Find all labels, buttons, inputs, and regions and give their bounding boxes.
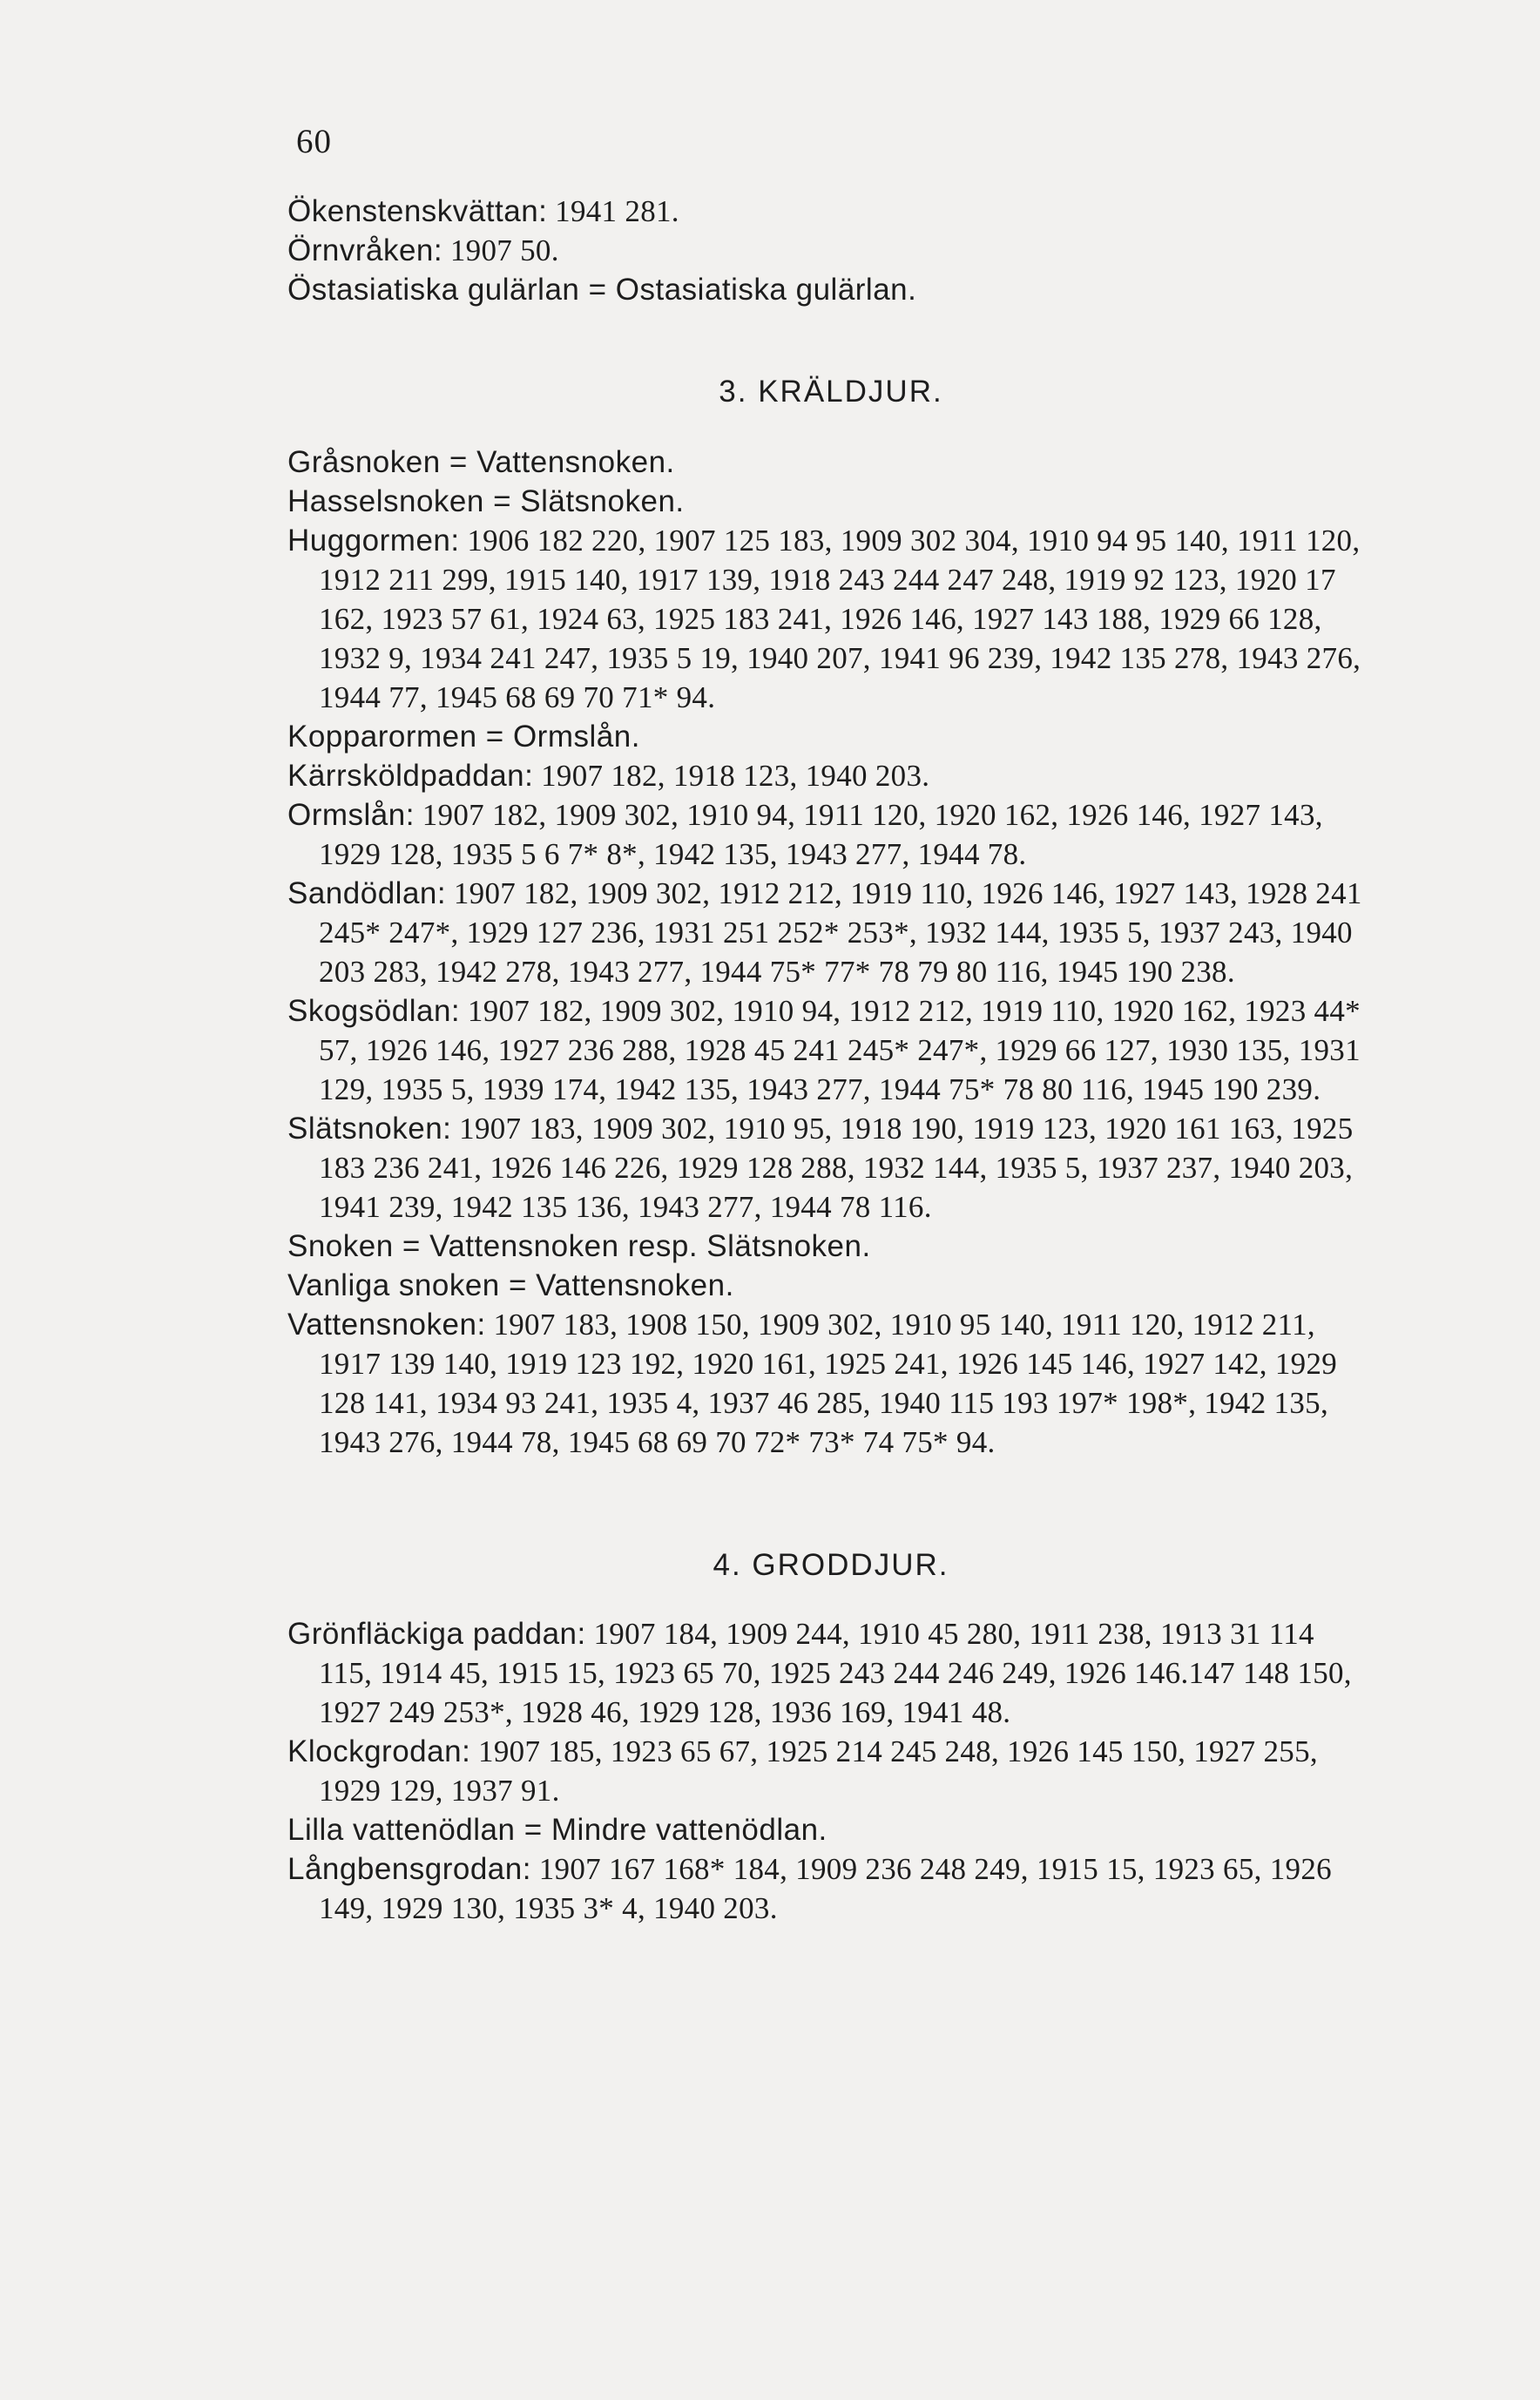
index-body (287, 192, 1375, 1928)
entry-term: Lilla vattenödlan = Mindre vattenödlan. (287, 1813, 827, 1847)
index-entry (287, 1732, 1375, 1810)
entry-term: Hasselsnoken = Slätsnoken. (287, 484, 685, 518)
index-entry (287, 874, 1375, 991)
entry-term: Snoken = Vattensnoken resp. Slätsnoken. (287, 1229, 871, 1263)
entry-references: 1907 182, 1909 302, 1912 212, 1919 110, 1926 146, 1927 143, 1928 241 245* 247*, 1929 127 236, 1931 251 252* 253*, 1932 144, 1935 5, 1937 243, 1940 203 283, 1942 278, 1943 277, 1944 75* 77* 78 79 80 116, 1945 190 238. (319, 876, 1362, 989)
entry-term: Långbensgrodan: (287, 1852, 531, 1886)
page-number: 60 (296, 123, 332, 160)
section-heading: 4. GRODDJUR. (713, 1548, 949, 1582)
index-entry (287, 795, 1375, 874)
section-heading: 3. KRÄLDJUR. (719, 375, 943, 409)
entry-term: Ormslån: (287, 798, 415, 832)
index-entry (287, 1109, 1375, 1227)
index-entry (287, 1614, 1375, 1732)
index-entry (287, 482, 1375, 521)
entry-term: Huggormen: (287, 524, 460, 558)
entry-term: Ökenstenskvättan: (287, 194, 548, 228)
index-entry (287, 756, 1375, 795)
index-entry (287, 521, 1375, 717)
index-entry (287, 1227, 1375, 1266)
entry-term: Grönfläckiga paddan: (287, 1617, 586, 1651)
index-entry (287, 231, 1375, 270)
index-entry (287, 192, 1375, 231)
entry-references: 1907 50. (449, 233, 559, 267)
entry-term: Gråsnoken = Vattensnoken. (287, 445, 675, 479)
index-entry (287, 1266, 1375, 1305)
entry-term: Vattensnoken: (287, 1308, 486, 1342)
entry-term: Östasiatiska gulärlan = Ostasiatiska gulärlan. (287, 273, 917, 307)
entry-references: 1906 182 220, 1907 125 183, 1909 302 304, 1910 94 95 140, 1911 120, 1912 211 299, 1915 140, 1917 139, 1918 243 244 247 248, 1919 92 123, 1920 17 162, 1923 57 61, 1924 63, 1925 183 241, 1926 146, 1927 143 188, 1929 66 128, 1932 9, 1934 241 247, 1935 5 19, 1940 207, 1941 96 239, 1942 135 278, 1943 276, 1944 77, 1945 68 69 70 71* 94. (319, 524, 1361, 714)
entry-references: 1907 184, 1909 244, 1910 45 280, 1911 238, 1913 31 114 115, 1914 45, 1915 15, 1923 65 70, 1925 243 244 246 249, 1926 146.147 148 150, 1927 249 253*, 1928 46, 1929 128, 1936 169, 1941 48. (319, 1617, 1352, 1729)
index-entry (287, 1810, 1375, 1849)
entry-references: 1907 183, 1908 150, 1909 302, 1910 95 140, 1911 120, 1912 211, 1917 139 140, 1919 123 192, 1920 161, 1925 241, 1926 145 146, 1927 142, 1929 128 141, 1934 93 241, 1935 4, 1937 46 285, 1940 115 193 197* 198*, 1942 135, 1943 276, 1944 78, 1945 68 69 70 72* 73* 74 75* 94. (319, 1308, 1338, 1459)
entry-term: Klockgrodan: (287, 1734, 471, 1768)
entry-references: 1907 183, 1909 302, 1910 95, 1918 190, 1919 123, 1920 161 163, 1925 183 236 241, 1926 146 226, 1929 128 288, 1932 144, 1935 5, 1937 237, 1940 203, 1941 239, 1942 135 136, 1943 277, 1944 78 116. (319, 1112, 1354, 1224)
entry-references: 1907 182, 1909 302, 1910 94, 1911 120, 1920 162, 1926 146, 1927 143, 1929 128, 1935 5 6 7* 8*, 1942 135, 1943 277, 1944 78. (319, 798, 1323, 871)
entry-references: 1907 182, 1918 123, 1940 203. (541, 759, 930, 793)
index-entry (287, 443, 1375, 482)
index-entry (287, 270, 1375, 309)
entry-references: 1941 281. (555, 194, 679, 228)
index-entry (287, 991, 1375, 1109)
index-entry (287, 1305, 1375, 1462)
index-entry (287, 717, 1375, 756)
entry-term: Skogsödlan: (287, 994, 461, 1028)
entry-references: 1907 182, 1909 302, 1910 94, 1912 212, 1919 110, 1920 162, 1923 44* 57, 1926 146, 1927 236 288, 1928 45 241 245* 247*, 1929 66 127, 1930 135, 1931 129, 1935 5, 1939 174, 1942 135, 1943 277, 1944 75* 78 80 116, 1945 190 239. (319, 994, 1361, 1106)
entry-term: Örnvråken: (287, 233, 443, 267)
entry-term: Kärrsköldpaddan: (287, 759, 534, 793)
entry-references: 1907 167 168* 184, 1909 236 248 249, 1915 15, 1923 65, 1926 149, 1929 130, 1935 3* 4, 1940 203. (319, 1852, 1332, 1925)
entry-term: Sandödlan: (287, 876, 447, 910)
entry-references: 1907 185, 1923 65 67, 1925 214 245 248, 1926 145 150, 1927 255, 1929 129, 1937 91. (319, 1734, 1318, 1808)
index-entry (287, 1849, 1375, 1928)
entry-term: Vanliga snoken = Vattensnoken. (287, 1268, 734, 1302)
entry-term: Kopparormen = Ormslån. (287, 720, 640, 754)
entry-term: Slätsnoken: (287, 1112, 452, 1146)
